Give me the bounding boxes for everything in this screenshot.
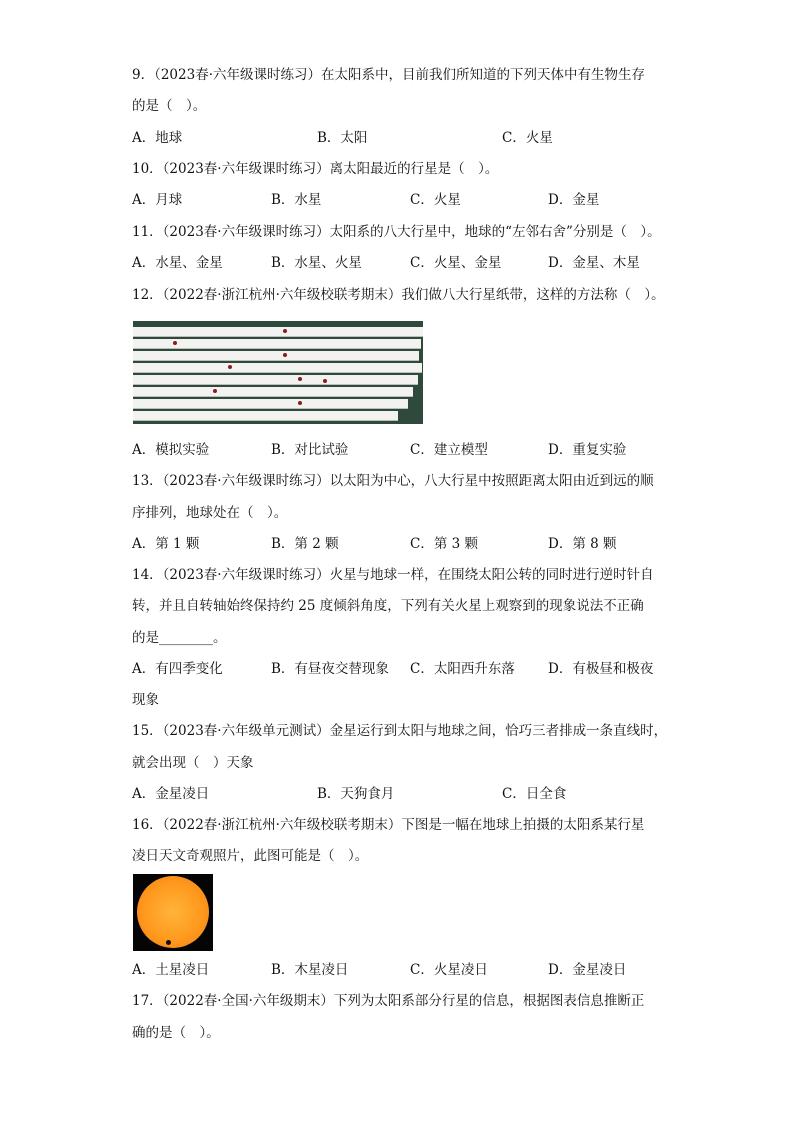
q13-option-d: D．第 8 颗	[548, 536, 617, 552]
q13-option-a: A．第 1 颗	[132, 536, 200, 552]
planet-marker	[213, 389, 217, 393]
q14-stem-line3: 的是________。	[132, 630, 227, 646]
q13-stem-line1: 13．（2023春·六年级课时练习）以太阳为中心，八大行星中按照距离太阳由近到远的顺	[132, 473, 654, 489]
q15-option-b: B．天狗食月	[317, 786, 395, 802]
q12-option-a: A．模拟实验	[132, 442, 210, 458]
q12-option-d: D．重复实验	[548, 442, 627, 458]
q17-stem-line2: 确的是（ ）。	[132, 1025, 220, 1041]
paper-strip	[133, 387, 413, 397]
planet-marker	[173, 341, 177, 345]
transiting-planet-dot	[166, 940, 171, 945]
q16-option-b: B．木星凌日	[271, 962, 349, 978]
q14-option-b: B．有昼夜交替现象	[271, 661, 389, 677]
q15-option-c: C．日全食	[502, 786, 567, 802]
q14-option-d: D．有极昼和极夜	[548, 661, 654, 677]
q16-stem-line2: 凌日天文奇观照片，此图可能是（ ）。	[132, 848, 369, 864]
q10-stem-line1: 10．（2023春·六年级课时练习）离太阳最近的行星是（ ）。	[132, 161, 499, 177]
q16-option-a: A．土星凌日	[132, 962, 210, 978]
paper-strip	[133, 399, 408, 409]
q9-option-a: A．地球	[132, 130, 183, 146]
q14-stem-line1: 14．（2023春·六年级课时练习）火星与地球一样，在围绕太阳公转的同时进行逆时针自	[132, 567, 654, 583]
q16-stem-line1: 16．（2022春·浙江杭州·六年级校联考期末）下图是一幅在地球上拍摄的太阳系某行星	[132, 817, 645, 833]
planet-marker	[323, 379, 327, 383]
q10-option-d: D．金星	[548, 192, 600, 208]
sun-disc	[137, 876, 209, 948]
q14-option-a: A．有四季变化	[132, 661, 223, 677]
planet-marker	[283, 353, 287, 357]
planet-paper-strips-photo	[133, 321, 423, 424]
q10-option-c: C．火星	[410, 192, 461, 208]
q12-option-b: B．对比试验	[271, 442, 349, 458]
q15-stem-line2: 就会出现（ ）天象	[132, 755, 254, 771]
q13-option-c: C．第 3 颗	[410, 536, 479, 552]
q10-option-a: A．月球	[132, 192, 183, 208]
q14-stem-line2: 转，并且自转轴始终保持约 25 度倾斜角度，下列有关火星上观察到的现象说法不正确	[132, 598, 644, 614]
planet-marker	[298, 377, 302, 381]
planet-marker	[283, 329, 287, 333]
q15-option-a: A．金星凌日	[132, 786, 210, 802]
q13-stem-line2: 序排列，地球处在（ ）。	[132, 505, 288, 521]
planet-marker	[228, 365, 232, 369]
q10-option-b: B．水星	[271, 192, 322, 208]
q15-stem-line1: 15．（2023春·六年级单元测试）金星运行到太阳与地球之间，恰巧三者排成一条直线时，	[132, 723, 668, 739]
q13-option-b: B．第 2 颗	[271, 536, 339, 552]
q11-stem-line1: 11．（2023春·六年级课时练习）太阳系的八大行星中，地球的“左邻右舍”分别是（ ）。	[132, 224, 661, 240]
paper-strip	[133, 363, 422, 373]
paper-strip	[133, 351, 419, 361]
q12-stem-line1: 12．（2022春·浙江杭州·六年级校联考期末）我们做八大行星纸带，这样的方法称（ ）。	[132, 287, 665, 303]
q11-option-b: B．水星、火星	[271, 255, 362, 271]
q11-option-c: C．火星、金星	[410, 255, 502, 271]
q16-option-d: D．金星凌日	[548, 962, 627, 978]
q9-stem-line1: 9．（2023春·六年级课时练习）在太阳系中，目前我们所知道的下列天体中有生物生存	[132, 67, 645, 83]
q9-option-c: C．火星	[502, 130, 553, 146]
q9-option-b: B．太阳	[317, 130, 368, 146]
q9-stem-line2: 的是（ ）。	[132, 98, 207, 114]
q14-option-d-continued: 现象	[132, 692, 159, 708]
q11-option-a: A．水星、金星	[132, 255, 223, 271]
paper-strip	[133, 411, 398, 421]
paper-strip	[133, 327, 423, 337]
q17-stem-line1: 17．（2022春·全国·六年级期末）下列为太阳系部分行星的信息，根据图表信息推断正	[132, 993, 645, 1009]
q14-option-c: C．太阳西升东落	[410, 661, 515, 677]
planet-transit-photo	[133, 874, 213, 951]
paper-strip	[133, 375, 418, 385]
q12-option-c: C．建立模型	[410, 442, 488, 458]
planet-marker	[298, 401, 302, 405]
q16-option-c: C．火星凌日	[410, 962, 488, 978]
q11-option-d: D．金星、木星	[548, 255, 640, 271]
